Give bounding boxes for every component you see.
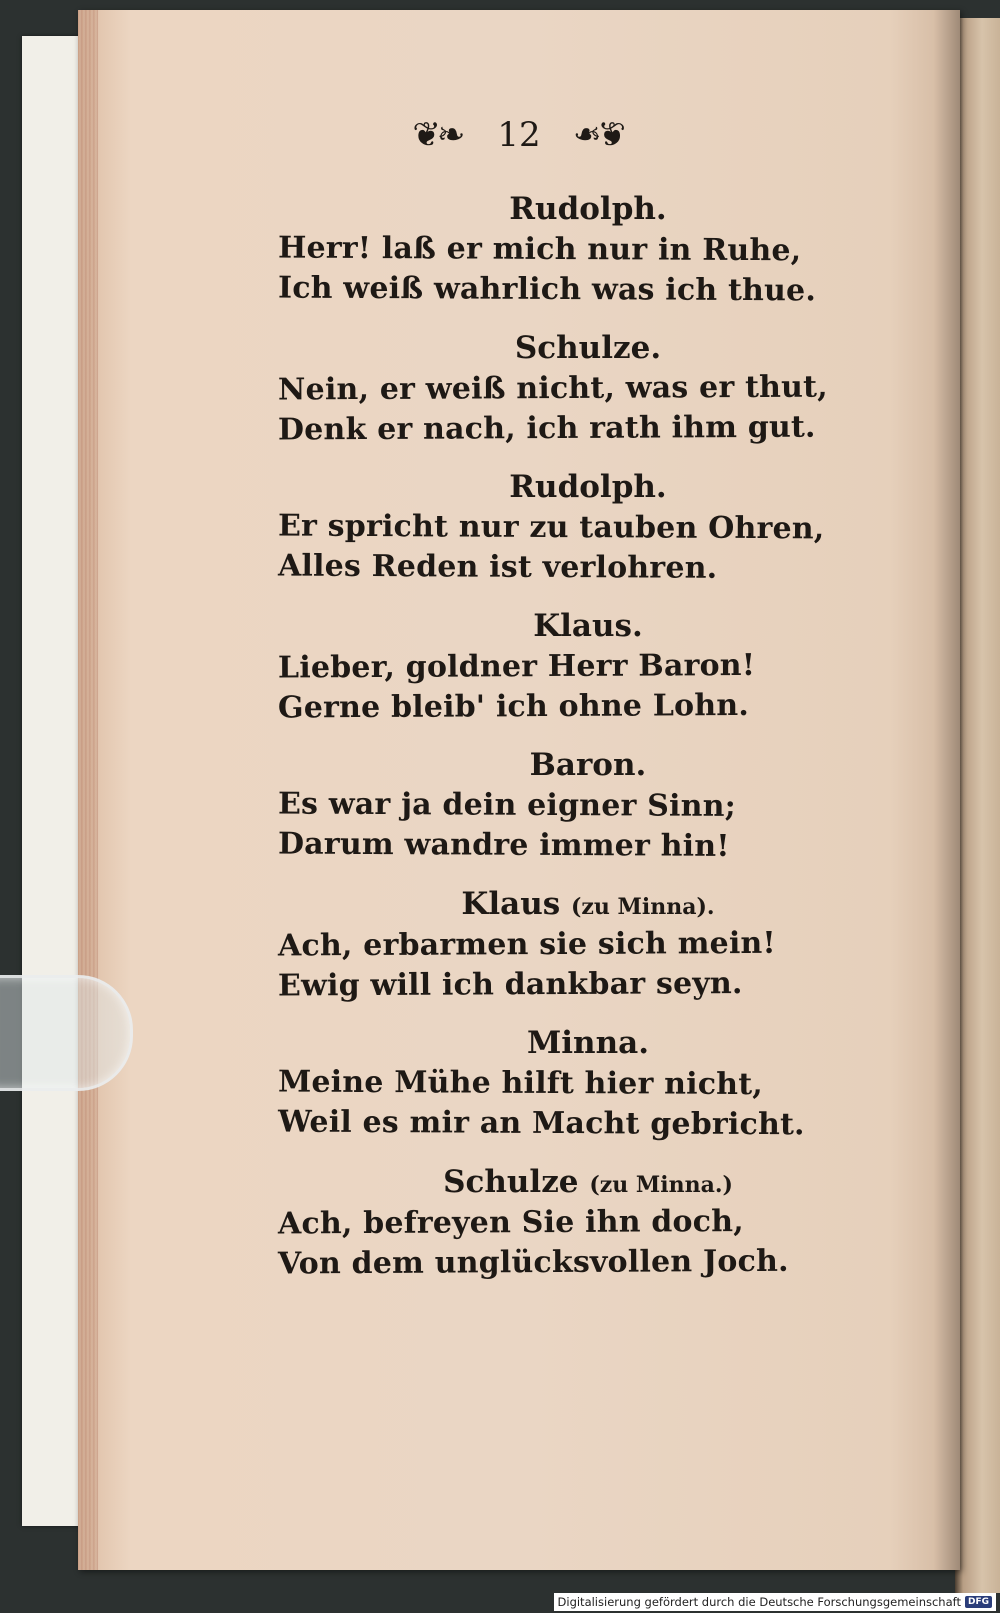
speaker-name: Rudolph.: [509, 469, 667, 505]
floral-ornament-icon: ❦❧: [576, 115, 626, 155]
credit-text: Digitalisierung gefördert durch die Deutsche Forschungsgemeinschaft: [557, 1595, 961, 1609]
verse-line: Denk er nach, ich rath ihm gut.: [277, 409, 816, 448]
speaker-name: Schulze.: [514, 330, 662, 366]
speaker-name: Baron.: [529, 747, 647, 783]
dialogue-block: [278, 466, 838, 588]
speaker-name: Minna.: [526, 1025, 650, 1061]
facing-page-edge: [955, 18, 1000, 1593]
verse-line: Darum wandre immer hin!: [277, 826, 730, 864]
dialogue-block: [278, 744, 838, 866]
speaker-name: Klaus (zu Minna).: [461, 886, 715, 922]
verse-line: Er spricht nur zu tauben Ohren,: [277, 508, 825, 547]
verse-line: Lieber, goldner Herr Baron!: [277, 647, 756, 686]
verse-line: Meine Mühe hilft hier nicht,: [277, 1064, 764, 1103]
page-number: 12: [497, 115, 541, 155]
dialogue-block: [278, 1022, 838, 1144]
speaker-name: Rudolph.: [509, 191, 667, 227]
verse-line: Weil es mir an Macht gebricht.: [277, 1104, 805, 1143]
verse-line: Es war ja dein eigner Sinn;: [277, 786, 737, 824]
verse-line: Von dem unglücksvollen Joch.: [277, 1243, 789, 1282]
dialogue-block: [278, 188, 838, 310]
dfg-logo: DFG: [965, 1596, 992, 1608]
verse-line: Gerne bleib' ich ohne Lohn.: [277, 688, 750, 726]
stage-direction: (zu Minna.): [589, 1172, 733, 1198]
verse-line: Nein, er weiß nicht, was er thut,: [277, 369, 828, 408]
dialogue-block: [278, 327, 838, 449]
book-page: [78, 10, 960, 1570]
floral-ornament-icon: ❦❧: [412, 115, 462, 155]
verse-line: Herr! laß er mich nur in Ruhe,: [277, 230, 802, 269]
page-fore-edge: [78, 10, 98, 1570]
speaker-name: Klaus.: [533, 608, 643, 644]
verse-line: Alles Reden ist verlohren.: [277, 548, 718, 586]
page-clip: [0, 975, 133, 1091]
page-header: [78, 110, 960, 160]
stage-direction: (zu Minna).: [571, 894, 715, 920]
digitization-credit: [554, 1593, 996, 1611]
verse-line: Ich weiß wahrlich was ich thue.: [277, 270, 817, 309]
dialogue-block: [278, 605, 838, 727]
verse-line: Ach, befreyen Sie ihn doch,: [277, 1204, 744, 1242]
dialogue-block: [278, 1161, 838, 1283]
verse-line: Ewig will ich dankbar seyn.: [277, 966, 743, 1004]
verse-line: Ach, erbarmen sie sich mein!: [277, 925, 776, 964]
speaker-name: Schulze (zu Minna.): [443, 1164, 733, 1200]
dialogue-text: [278, 188, 838, 1300]
dialogue-block: [278, 883, 838, 1005]
